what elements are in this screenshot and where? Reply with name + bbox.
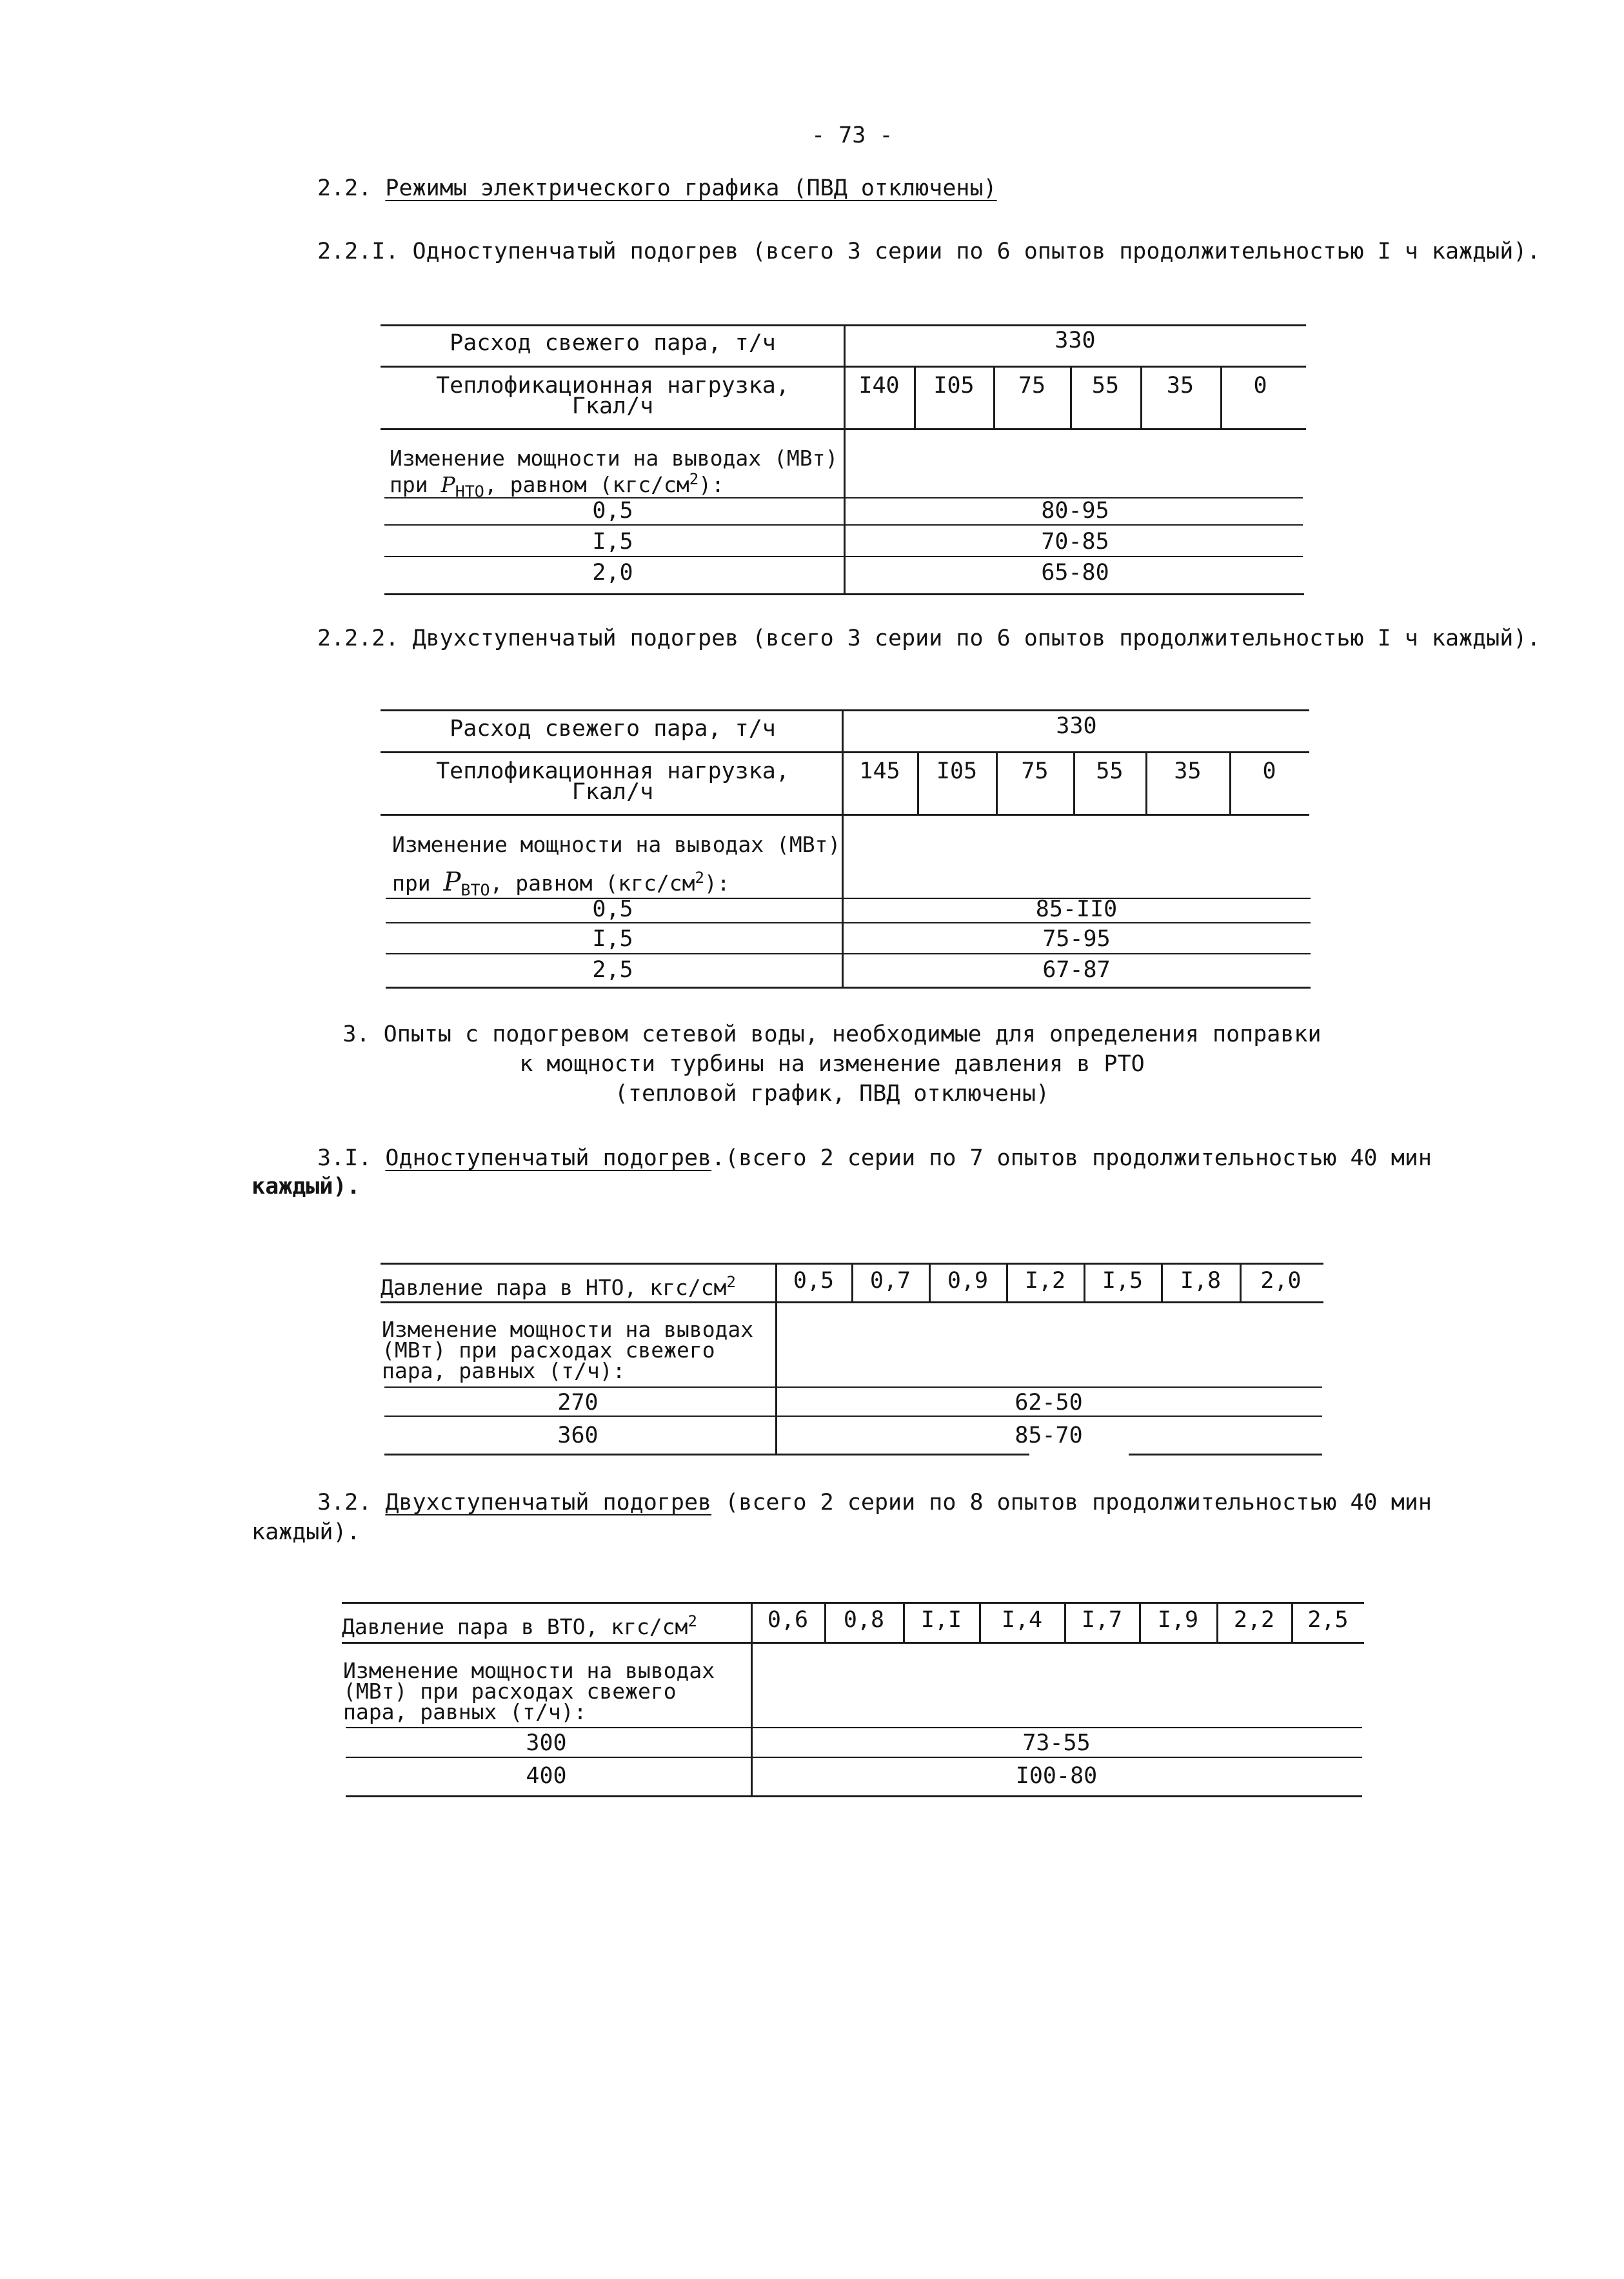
load-value: 35 — [1166, 373, 1194, 399]
section-2-2-heading — [317, 175, 997, 201]
power-change-label-line2: (МВт) при расходах свежего — [382, 1337, 715, 1363]
power-change-label-line2: при $P_{ВТО}$, равном $(кгс/см^2)$: — [392, 867, 730, 900]
load-value: 55 — [1091, 373, 1120, 399]
load-value: 0 — [1253, 373, 1267, 399]
table-rule — [342, 1642, 1364, 1644]
power-range-cell: 80-95 — [1041, 498, 1109, 524]
section-3-heading-line1: 3. Опыты с подогревом сетевой воды, необходимые для определения поправки — [342, 1021, 1322, 1047]
table-rule — [346, 1795, 1362, 1797]
section-2-2-1-text: 2.2.I. Одноступенчатый подогрев (всего 3 серии по 6 опытов продолжительностью I ч каждый). — [317, 239, 1541, 264]
pressure-value: I,4 — [1001, 1607, 1043, 1633]
table-rule — [381, 709, 1309, 711]
pressure-value: I,2 — [1024, 1268, 1066, 1294]
table-divider — [844, 324, 846, 593]
page-number: - 73 - — [811, 123, 893, 148]
load-label-line1: Теплофикационная нагрузка, — [436, 758, 789, 784]
table-rule — [346, 1757, 1362, 1758]
section-3-2-title: Двухступенчатый подогрев — [385, 1490, 712, 1515]
section-2-2-2-text: 2.2.2. Двухступенчатый подогрев (всего 3 серии по 6 опытов продолжительностью I ч каждый). — [317, 626, 1541, 651]
power-range-cell: 67-87 — [1042, 957, 1111, 983]
power-range-cell: 85-II0 — [1035, 896, 1118, 922]
table-rule — [386, 953, 1311, 954]
section-3-2-text-line2: каждый). — [252, 1519, 361, 1545]
power-range-cell: 65-80 — [1041, 560, 1109, 586]
power-change-label-line2: (МВт) при расходах свежего — [343, 1679, 677, 1704]
pressure-label: Давление пара в ВТО, кгс/$см^2$ — [342, 1612, 697, 1639]
power-range-cell: 62-50 — [1015, 1390, 1083, 1416]
power-change-label-line3: пара, равных (т/ч): — [343, 1699, 587, 1724]
power-change-label-line1: Изменение мощности на выводах (МВт) — [390, 446, 838, 471]
table-rule — [384, 1386, 1322, 1388]
section-3-2-text: 3.2. Двухступенчатый подогрев (всего 2 серии по 8 опытов продолжительностью 40 мин — [317, 1490, 1432, 1515]
steam-flow-cell: 300 — [526, 1730, 567, 1756]
load-value: 145 — [859, 758, 900, 784]
power-change-label-line1: Изменение мощности на выводах — [343, 1658, 715, 1683]
power-change-label-line1: Изменение мощности на выводах (МВт) — [392, 832, 841, 857]
power-range-cell: 75-95 — [1042, 926, 1111, 952]
flow-label: Расход свежего пара, т/ч — [450, 716, 776, 742]
load-value: 75 — [1021, 758, 1049, 784]
power-change-label-line1: Изменение мощности на выводах — [382, 1317, 754, 1342]
table-rule — [384, 1454, 1029, 1455]
table-rule — [386, 922, 1311, 923]
pressure-value: 0,6 — [767, 1607, 809, 1633]
section-3-heading-line2: к мощности турбины на изменение давления в РТО — [519, 1051, 1145, 1077]
steam-flow-cell: 400 — [526, 1763, 567, 1789]
section-3-1-text: 3.I. Одноступенчатый подогрев.(всего 2 серии по 7 опытов продолжительностью 40 мин — [317, 1145, 1432, 1171]
load-value: I40 — [858, 373, 900, 399]
pressure-cell: I,5 — [592, 529, 633, 555]
power-change-label-line3: пара, равных (т/ч): — [382, 1358, 626, 1383]
pressure-label: Давление пара в НТО, кгс/$см^2$ — [381, 1273, 736, 1300]
table-rule — [381, 814, 1309, 816]
flow-label: Расход свежего пара, т/ч — [450, 330, 776, 356]
pressure-cell: 2,5 — [592, 957, 633, 983]
power-change-label-line2: при $P_{НТО}$, равном $(кгс/см^2)$: — [390, 470, 724, 501]
section-3-1-text-line2: каждый). — [252, 1174, 361, 1199]
pressure-cell: I,5 — [592, 926, 633, 952]
pressure-value: I,8 — [1180, 1268, 1222, 1294]
pressure-value: 0,5 — [793, 1268, 835, 1294]
load-label-line1: Теплофикационная нагрузка, — [436, 373, 789, 399]
pressure-value: 0,7 — [869, 1268, 911, 1294]
steam-flow-cell: 360 — [557, 1423, 599, 1448]
load-value: I05 — [936, 758, 978, 784]
section-2-2-number: 2.2. — [317, 175, 372, 201]
section-3-1-number: 3.I. — [317, 1145, 372, 1171]
table-rule — [381, 1301, 1323, 1303]
load-value: 35 — [1174, 758, 1202, 784]
power-range-cell: I00-80 — [1015, 1763, 1098, 1789]
pressure-cell: 0,5 — [592, 896, 633, 922]
table-rule — [381, 751, 1309, 753]
pressure-value: 0,8 — [843, 1607, 885, 1633]
table-rule — [342, 1602, 1364, 1604]
load-label-line2: Гкал/ч — [571, 779, 654, 805]
pressure-cell: 2,0 — [592, 560, 633, 586]
pressure-cell: 0,5 — [592, 498, 633, 524]
load-value: 75 — [1018, 373, 1046, 399]
pressure-value: I,7 — [1081, 1607, 1123, 1633]
pressure-value: 2,2 — [1233, 1607, 1275, 1633]
pressure-value: 0,9 — [947, 1268, 989, 1294]
load-value: I05 — [933, 373, 975, 399]
flow-value: 330 — [1056, 713, 1097, 739]
section-3-heading-line3: (тепловой график, ПВД отключены) — [614, 1081, 1050, 1107]
steam-flow-cell: 270 — [557, 1390, 599, 1416]
power-range-cell: 85-70 — [1015, 1423, 1083, 1448]
table-rule — [384, 593, 1304, 595]
table-rule — [384, 1416, 1322, 1417]
section-3-1-title: Одноступенчатый подогрев — [385, 1145, 712, 1171]
table-rule — [346, 1727, 1362, 1728]
load-value: 0 — [1262, 758, 1276, 784]
table-divider — [842, 709, 844, 987]
section-2-2-title: Режимы электрического графика (ПВД отключены) — [385, 175, 997, 201]
pressure-value: I,5 — [1102, 1268, 1144, 1294]
pressure-value: 2,5 — [1307, 1607, 1349, 1633]
pressure-value: I,9 — [1157, 1607, 1199, 1633]
table-rule — [1129, 1454, 1322, 1455]
power-range-cell: 70-85 — [1041, 529, 1109, 555]
load-value: 55 — [1096, 758, 1124, 784]
table-rule — [386, 987, 1311, 989]
pressure-value: 2,0 — [1260, 1268, 1302, 1294]
power-range-cell: 73-55 — [1022, 1730, 1091, 1756]
pressure-value: I,I — [920, 1607, 962, 1633]
load-label-line2: Гкал/ч — [571, 393, 654, 419]
flow-value: 330 — [1055, 328, 1096, 353]
section-3-2-number: 3.2. — [317, 1490, 372, 1515]
